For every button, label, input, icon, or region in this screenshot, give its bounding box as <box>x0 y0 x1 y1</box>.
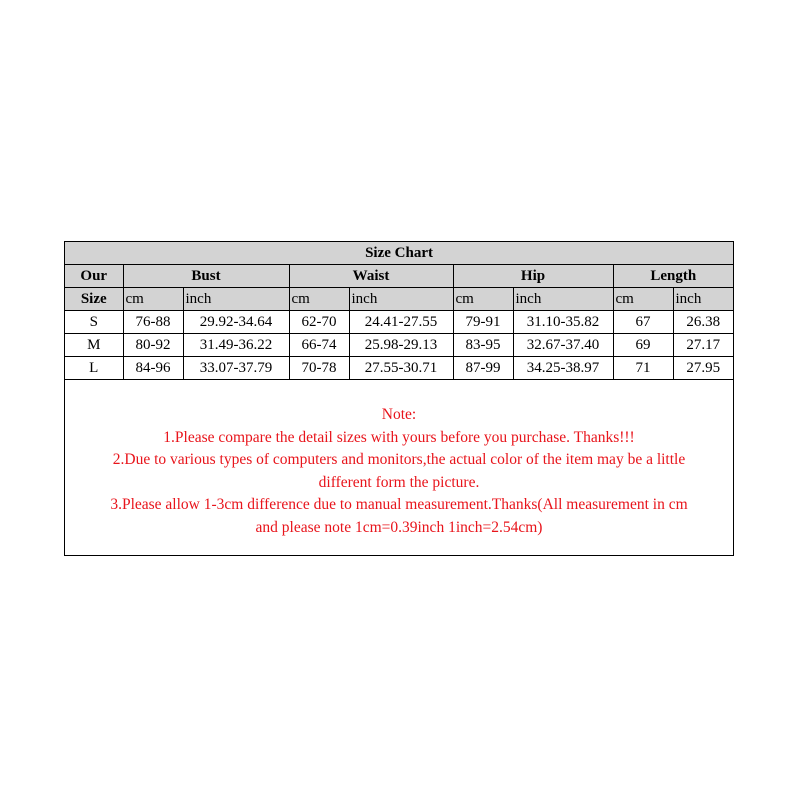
table-row <box>65 334 733 357</box>
note-line: 3.Please allow 1-3cm difference due to manual measurement.Thanks(All measurement in cm <box>110 496 688 513</box>
note-line: 2.Due to various types of computers and monitors,the actual color of the item may be a little <box>112 451 686 468</box>
hip-header: Hip <box>453 265 613 288</box>
note-heading: Note: <box>381 406 417 423</box>
table-cell: 25.98-29.13 <box>349 334 453 357</box>
table-row <box>65 311 733 334</box>
table-cell: 29.92-34.64 <box>183 311 289 334</box>
our-size-header-top: Our <box>65 265 123 288</box>
note-line: and please note 1cm=0.39inch 1inch=2.54cm) <box>255 518 543 536</box>
table-cell: 27.17 <box>673 334 733 357</box>
table-cell: 83-95 <box>453 334 513 357</box>
table-cell: 69 <box>613 334 673 357</box>
table-cell: 31.49-36.22 <box>183 334 289 357</box>
unit-cell: cm <box>289 288 349 311</box>
chart-title: Size Chart <box>65 242 733 265</box>
unit-cell: cm <box>123 288 183 311</box>
table-cell: 33.07-37.79 <box>183 357 289 380</box>
bust-header: Bust <box>123 265 289 288</box>
table-cell: 67 <box>613 311 673 334</box>
size-table <box>65 242 733 380</box>
table-cell: 62-70 <box>289 311 349 334</box>
table-cell: 31.10-35.82 <box>513 311 613 334</box>
table-row <box>65 357 733 380</box>
table-cell: 71 <box>613 357 673 380</box>
unit-cell: cm <box>613 288 673 311</box>
unit-cell: cm <box>453 288 513 311</box>
unit-cell: inch <box>349 288 453 311</box>
table-cell: 26.38 <box>673 311 733 334</box>
size-chart <box>64 241 734 556</box>
table-cell: 84-96 <box>123 357 183 380</box>
size-label: S <box>65 311 123 334</box>
unit-cell: inch <box>183 288 289 311</box>
note-line: different form the picture. <box>318 473 480 491</box>
table-cell: 34.25-38.97 <box>513 357 613 380</box>
table-cell: 80-92 <box>123 334 183 357</box>
table-cell: 87-99 <box>453 357 513 380</box>
unit-cell: inch <box>673 288 733 311</box>
length-header: Length <box>613 265 733 288</box>
waist-header: Waist <box>289 265 453 288</box>
note-block <box>65 404 733 539</box>
unit-cell: inch <box>513 288 613 311</box>
table-cell: 27.55-30.71 <box>349 357 453 380</box>
table-cell: 79-91 <box>453 311 513 334</box>
our-size-header-bottom: Size <box>65 288 123 311</box>
table-cell: 70-78 <box>289 357 349 380</box>
size-label: M <box>65 334 123 357</box>
table-cell: 27.95 <box>673 357 733 380</box>
table-cell: 24.41-27.55 <box>349 311 453 334</box>
table-cell: 76-88 <box>123 311 183 334</box>
table-cell: 32.67-37.40 <box>513 334 613 357</box>
size-label: L <box>65 357 123 380</box>
note-line: 1.Please compare the detail sizes with yours before you purchase. Thanks!!! <box>163 428 635 446</box>
table-cell: 66-74 <box>289 334 349 357</box>
